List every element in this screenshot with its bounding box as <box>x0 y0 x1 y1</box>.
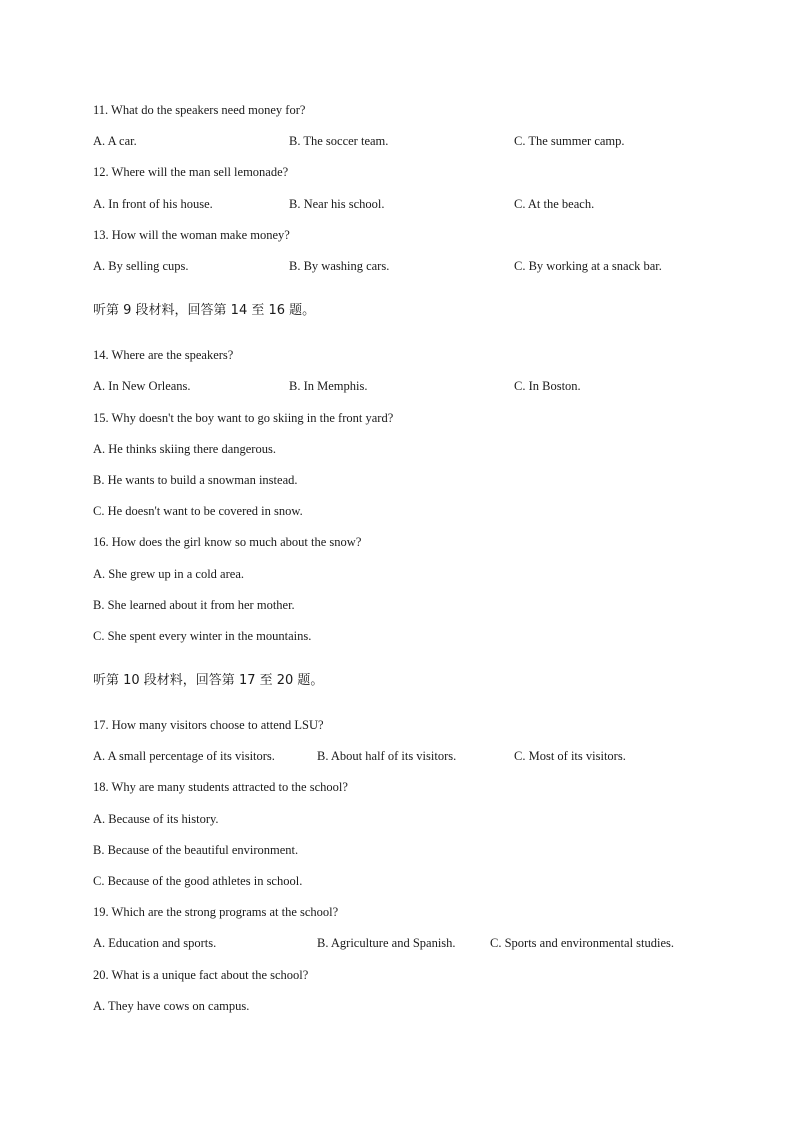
question-13-option-a: A. By selling cups. <box>93 259 189 273</box>
question-11-option-b: B. The soccer team. <box>289 134 389 148</box>
question-13-option-b: B. By washing cars. <box>289 259 390 273</box>
question-16-option-c: C. She spent every winter in the mountains. <box>93 629 312 643</box>
question-19-option-a: A. Education and sports. <box>93 936 217 950</box>
question-18-option-c: C. Because of the good athletes in school. <box>93 874 303 888</box>
question-16-option-a: A. She grew up in a cold area. <box>93 567 244 581</box>
question-17-option-a: A. A small percentage of its visitors. <box>93 749 275 763</box>
question-12-option-b: B. Near his school. <box>289 197 385 211</box>
question-13-option-c: C. By working at a snack bar. <box>514 259 662 273</box>
question-18-stem: 18. Why are many students attracted to the school? <box>93 780 348 794</box>
question-12-option-a: A. In front of his house. <box>93 197 213 211</box>
question-14-option-a: A. In New Orleans. <box>93 379 191 393</box>
question-14-stem: 14. Where are the speakers? <box>93 348 234 362</box>
question-14-option-c: C. In Boston. <box>514 379 581 393</box>
question-11-stem: 11. What do the speakers need money for? <box>93 103 306 117</box>
question-20-stem: 20. What is a unique fact about the school? <box>93 968 309 982</box>
question-15-stem: 15. Why doesn't the boy want to go skiing in the front yard? <box>93 411 394 425</box>
question-16-stem: 16. How does the girl know so much about the snow? <box>93 535 362 549</box>
question-13-stem: 13. How will the woman make money? <box>93 228 290 242</box>
question-20-option-a: A. They have cows on campus. <box>93 999 250 1013</box>
question-19-option-c: C. Sports and environmental studies. <box>490 936 675 950</box>
question-18-option-a: A. Because of its history. <box>93 812 219 826</box>
section-9-heading: 听第 9 段材料，回答第 14 至 16 题。 <box>93 303 316 318</box>
question-19-stem: 19. Which are the strong programs at the school? <box>93 905 339 919</box>
question-15-option-b: B. He wants to build a snowman instead. <box>93 473 298 487</box>
question-12-option-c: C. At the beach. <box>514 197 595 211</box>
section-10-heading: 听第 10 段材料，回答第 17 至 20 题。 <box>93 673 324 688</box>
question-16-option-b: B. She learned about it from her mother. <box>93 598 295 612</box>
question-12-stem: 12. Where will the man sell lemonade? <box>93 165 289 179</box>
question-11-option-a: A. A car. <box>93 134 137 148</box>
question-15-option-a: A. He thinks skiing there dangerous. <box>93 442 276 456</box>
question-17-option-b: B. About half of its visitors. <box>317 749 457 763</box>
question-19-option-b: B. Agriculture and Spanish. <box>317 936 456 950</box>
question-15-option-c: C. He doesn't want to be covered in snow. <box>93 504 303 518</box>
question-17-option-c: C. Most of its visitors. <box>514 749 626 763</box>
question-14-option-b: B. In Memphis. <box>289 379 368 393</box>
question-11-option-c: C. The summer camp. <box>514 134 625 148</box>
question-18-option-b: B. Because of the beautiful environment. <box>93 843 299 857</box>
question-17-stem: 17. How many visitors choose to attend LSU? <box>93 718 324 732</box>
